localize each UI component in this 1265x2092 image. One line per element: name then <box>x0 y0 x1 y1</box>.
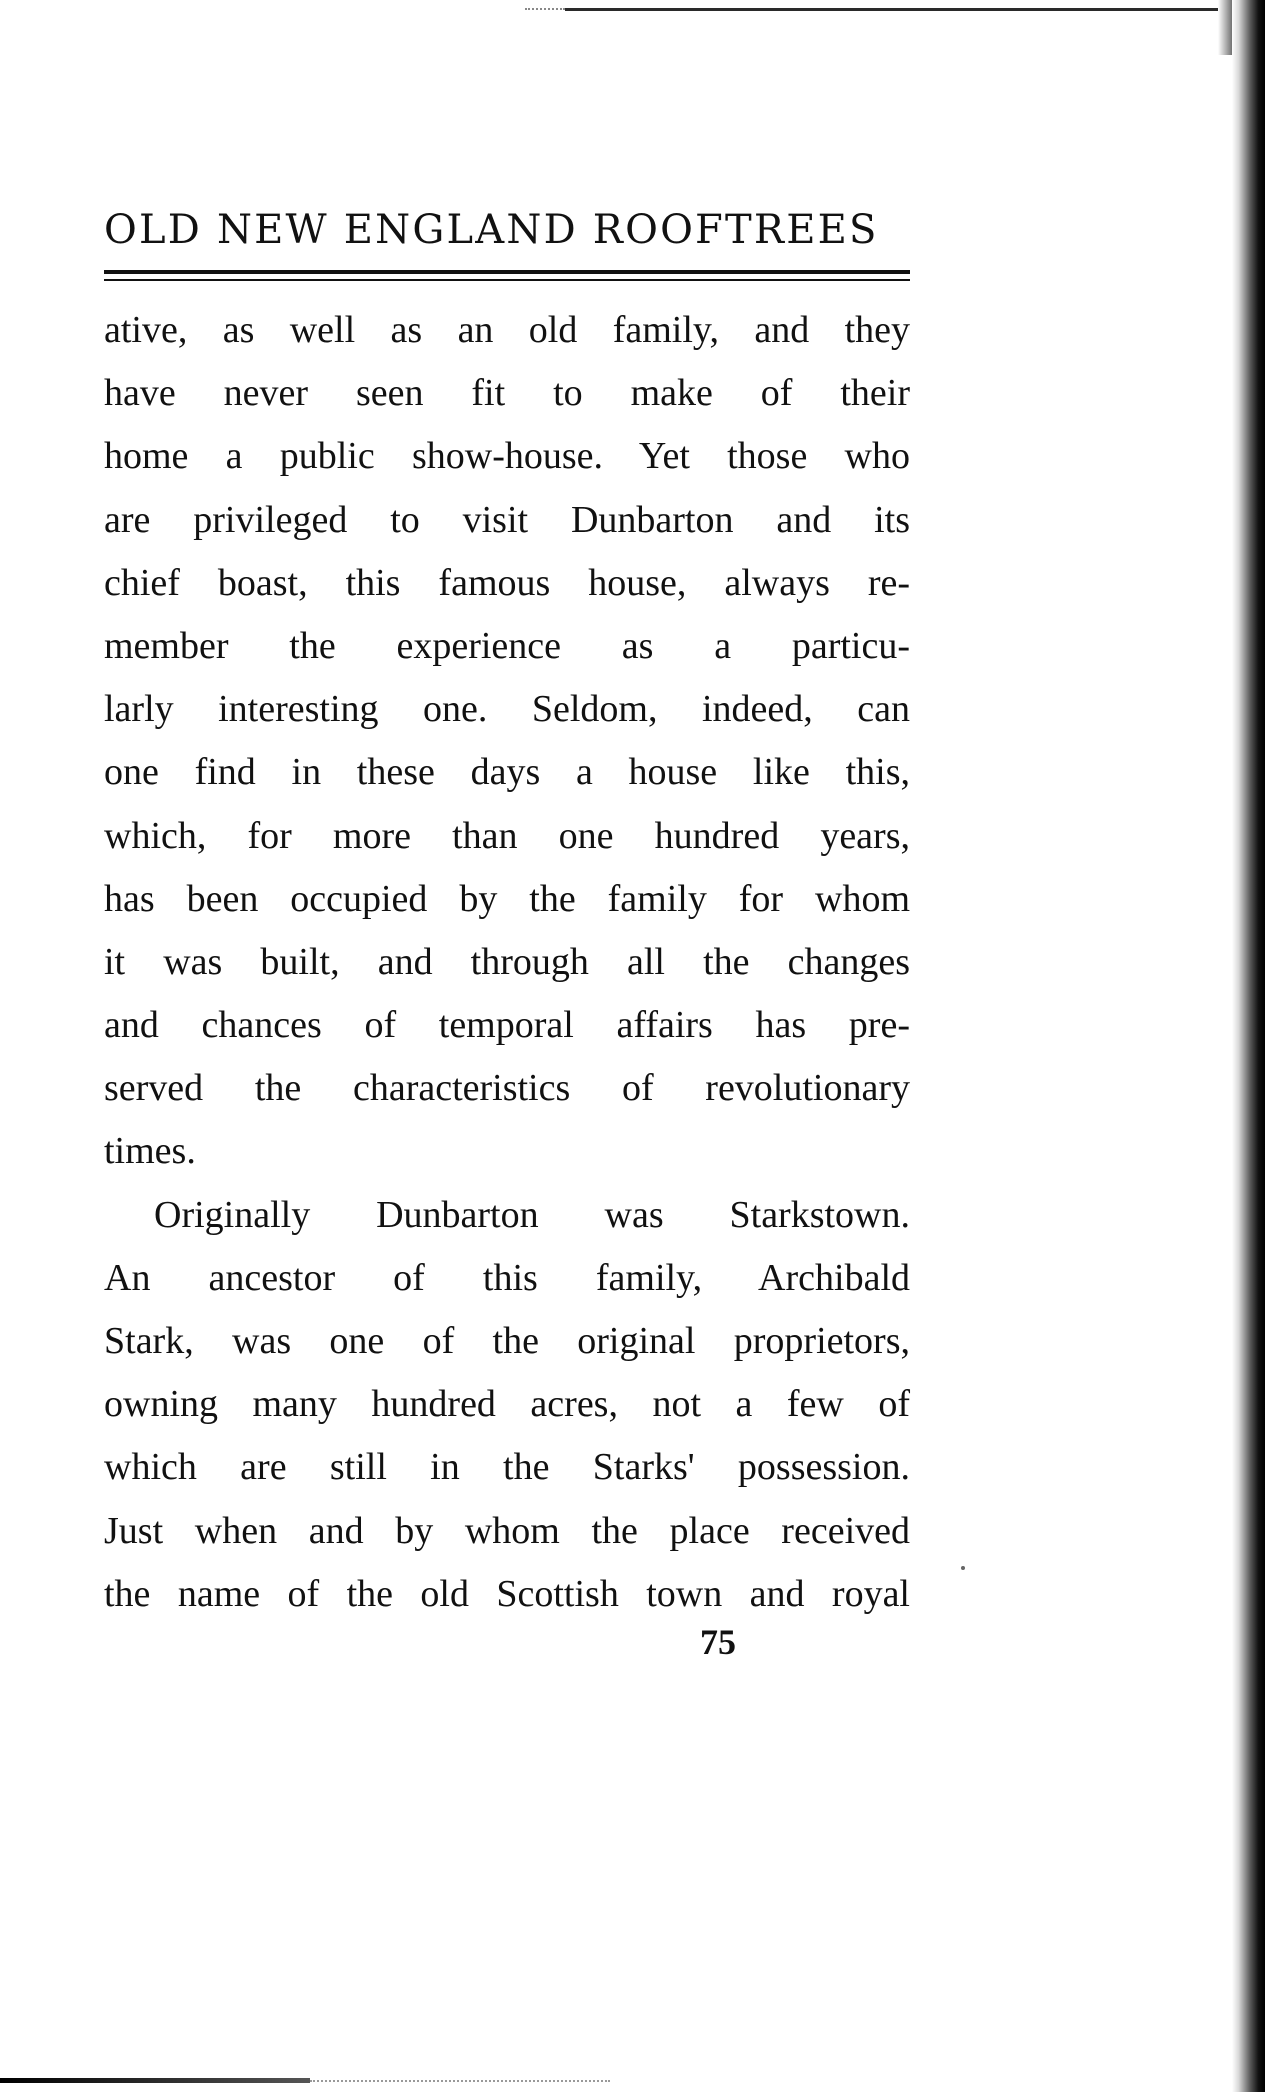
text-line: times. <box>104 1130 196 1173</box>
body-text <box>104 299 910 1626</box>
text-line: home a public show-house. Yet those who <box>104 435 910 478</box>
header-rule-thick <box>104 270 910 274</box>
text-line: ative, as well as an old family, and they <box>104 309 910 351</box>
text-line: larly interesting one. Seldom, indeed, can <box>104 688 910 731</box>
header-rule-thin <box>104 279 910 281</box>
top-page-edge-rule <box>565 8 1230 11</box>
text-line: owning many hundred acres, not a few of <box>104 1383 910 1426</box>
text-line: member the experience as a particu- <box>104 624 910 667</box>
bottom-dotted-edge <box>310 2080 610 2082</box>
text-line: chief boast, this famous house, always re- <box>104 561 910 604</box>
bottom-edge-rule <box>0 2078 310 2083</box>
running-head: OLD NEW ENGLAND ROOFTREES <box>104 207 879 253</box>
text-line: Originally Dunbarton was Starkstown. <box>154 1193 910 1236</box>
text-line: and chances of temporal affairs has pre- <box>104 1004 910 1047</box>
text-line: Just when and by whom the place received <box>104 1509 910 1552</box>
binding-edge-shadow <box>1232 0 1265 2092</box>
text-line: it was built, and through all the changes <box>104 940 910 983</box>
text-line: Stark, was one of the original proprietors, <box>104 1320 910 1362</box>
top-dotted-edge <box>525 8 565 10</box>
text-line: have never seen fit to make of their <box>104 372 910 415</box>
text-line: has been occupied by the family for whom <box>104 877 910 920</box>
text-line: are privileged to visit Dunbarton and its <box>104 498 910 541</box>
text-line: which, for more than one hundred years, <box>104 814 910 857</box>
text-line: An ancestor of this family, Archibald <box>104 1256 910 1299</box>
text-line: the name of the old Scottish town and royal <box>104 1572 910 1615</box>
text-line: which are still in the Starks' possession. <box>104 1446 910 1489</box>
text-line: served the characteristics of revolutionary <box>104 1067 910 1110</box>
ink-speck <box>961 1566 965 1570</box>
text-line: one find in these days a house like this, <box>104 751 910 794</box>
page-number: 75 <box>700 1622 736 1662</box>
